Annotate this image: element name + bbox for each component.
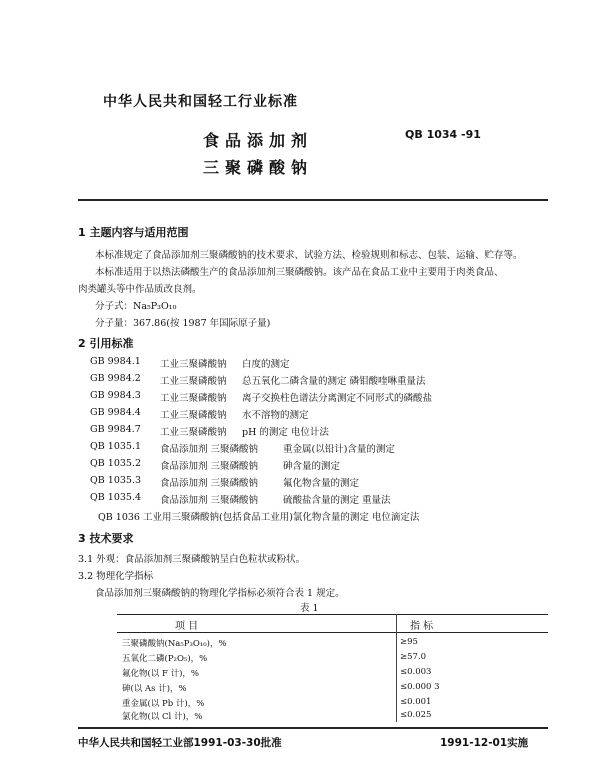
reference-method: 砷含量的测定 <box>283 461 341 472</box>
reference-name: 工业三聚磷酸钠 <box>160 427 227 438</box>
standard-code: QB 1034 -91 <box>405 128 481 141</box>
footer-divider <box>78 727 548 729</box>
table-cell-value: ≤0.003 <box>400 667 432 677</box>
table-intro: 食品添加剂三聚磷酸钠的物理化学指标必须符合表 1 规定。 <box>95 588 345 599</box>
reference-row-last: QB 1036 工业用三聚磷酸钠(包括食品工业用)氯化物含量的测定 电位滴定法 <box>98 512 420 523</box>
reference-method: pH 的测定 电位计法 <box>242 427 329 438</box>
table-header-index: 指 标 <box>410 621 434 632</box>
reference-code: QB 1035.2 <box>90 458 142 469</box>
reference-row <box>0 390 600 404</box>
section-2-heading: 2 引用标准 <box>78 337 134 350</box>
reference-code: GB 9984.1 <box>90 356 141 367</box>
header-divider <box>78 199 548 201</box>
approval-line: 中华人民共和国轻工业部1991-03-30批准 <box>78 737 282 749</box>
reference-row <box>0 492 600 506</box>
table-top-border <box>117 614 548 615</box>
table-column-divider <box>396 614 397 722</box>
reference-method: 水不溶物的测定 <box>242 410 309 421</box>
reference-name: 工业三聚磷酸钠 <box>160 410 227 421</box>
reference-row <box>0 441 600 455</box>
table-cell-value: ≥95 <box>400 637 418 647</box>
reference-code: QB 1035.1 <box>90 441 142 452</box>
reference-row <box>0 475 600 489</box>
section-3-2-heading: 3.2 物理化学指标 <box>78 571 154 582</box>
reference-row <box>0 373 600 387</box>
table-cell-item: 氯化物(以 Cl 计)，% <box>122 712 203 722</box>
reference-code: GB 9984.7 <box>90 424 141 435</box>
table-cell-value: ≥57.0 <box>400 652 427 662</box>
table-header-item: 项 目 <box>175 621 199 632</box>
section-1-heading: 1 主题内容与适用范围 <box>78 226 189 239</box>
section-3-1-appearance: 3.1 外观：食品添加剂三聚磷酸钠呈白色粒状或粉状。 <box>78 554 306 565</box>
table-cell-item: 氟化物(以 F 计)，% <box>122 669 200 679</box>
table-cell-value: ≤0.000 3 <box>400 682 440 692</box>
reference-method: 白度的测定 <box>242 359 290 370</box>
reference-name: 食品添加剂 三聚磷酸钠 <box>160 495 259 506</box>
table-cell-item: 砷(以 As 计)，% <box>122 684 187 694</box>
standard-body: 中华人民共和国轻工行业标准 <box>103 94 298 110</box>
reference-code: GB 9984.4 <box>90 407 141 418</box>
reference-row <box>0 407 600 421</box>
reference-row <box>0 356 600 370</box>
reference-method: 氟化物含量的测定 <box>283 478 360 489</box>
reference-name: 食品添加剂 三聚磷酸钠 <box>160 478 259 489</box>
molecular-formula: 分子式：Na₅P₃O₁₀ <box>95 301 177 312</box>
section-1-para-1: 本标准规定了食品添加剂三聚磷酸钠的技术要求、试验方法、检验规则和标志、包装、运输、贮存等。 <box>95 250 523 261</box>
reference-method: 总五氧化二磷含量的测定 磷钼酸喹啉重量法 <box>242 376 426 387</box>
reference-name: 工业三聚磷酸钠 <box>160 359 227 370</box>
reference-name: 工业三聚磷酸钠 <box>160 376 227 387</box>
table-caption: 表 1 <box>300 603 319 614</box>
effective-date: 1991-12-01实施 <box>440 737 529 749</box>
table-cell-item: 五氧化二磷(P₂O₅)，% <box>122 654 208 664</box>
table-cell-item: 重金属(以 Pb 计)，% <box>122 699 205 709</box>
reference-row <box>0 424 600 438</box>
molecular-weight: 分子量：367.86(按 1987 年国际原子量) <box>95 318 271 329</box>
reference-name: 食品添加剂 三聚磷酸钠 <box>160 461 259 472</box>
title-line-1: 食品添加剂 <box>203 131 314 150</box>
title-line-2: 三聚磷酸钠 <box>203 158 314 177</box>
reference-method: 离子交换柱色谱法分离测定不同形式的磷酸盐 <box>242 393 433 404</box>
section-3-heading: 3 技术要求 <box>78 532 134 545</box>
reference-name: 食品添加剂 三聚磷酸钠 <box>160 444 259 455</box>
section-1-para-2-line-1: 本标准适用于以热法磷酸生产的食品添加剂三聚磷酸钠。该产品在食品工业中主要用于肉类食品、 <box>95 267 504 278</box>
reference-method: 重金属(以铅计)含量的测定 <box>283 444 395 455</box>
section-1-para-2-line-2: 肉类罐头等中作品质改良剂。 <box>78 284 202 295</box>
reference-code: QB 1035.3 <box>90 475 142 486</box>
table-cell-value: ≤0.025 <box>400 710 432 720</box>
table-cell-value: ≤0.001 <box>400 697 432 707</box>
reference-method: 硫酸盐含量的测定 重量法 <box>283 495 391 506</box>
table-cell-item: 三聚磷酸钠(Na₅P₃O₁₀)，% <box>122 639 227 649</box>
reference-name: 工业三聚磷酸钠 <box>160 393 227 404</box>
reference-code: GB 9984.3 <box>90 390 141 401</box>
reference-code: QB 1035.4 <box>90 492 142 503</box>
table-header-divider <box>117 632 548 633</box>
reference-code: GB 9984.2 <box>90 373 141 384</box>
reference-row <box>0 458 600 472</box>
